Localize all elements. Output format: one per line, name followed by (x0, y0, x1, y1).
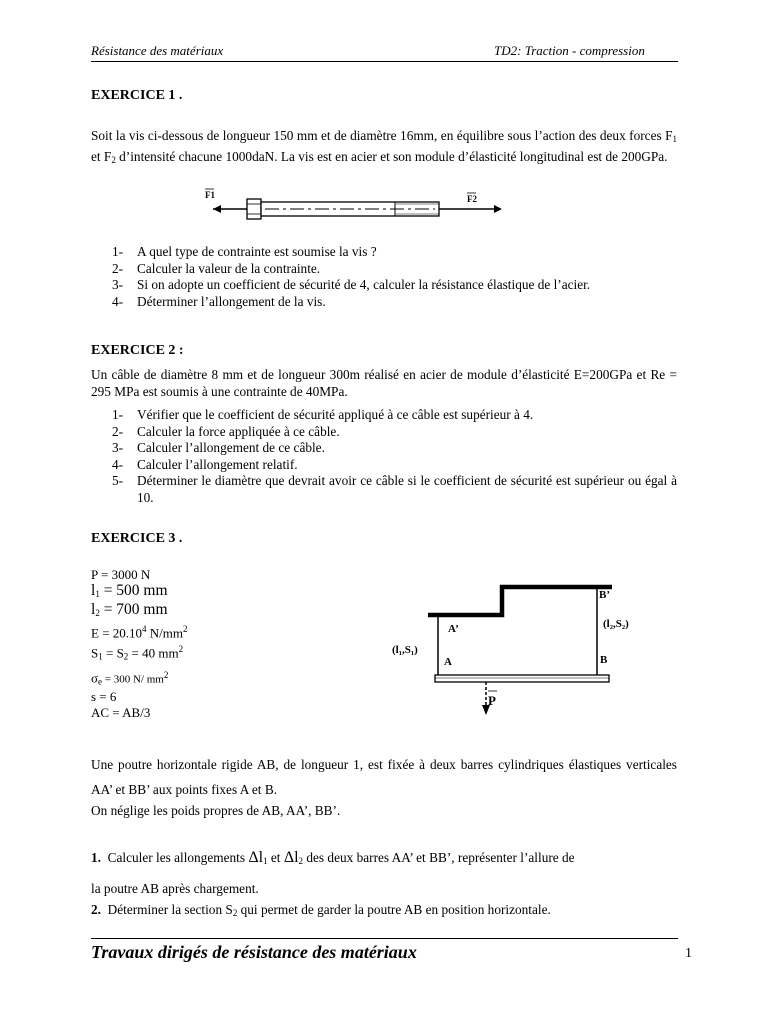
header-left: Résistance des matériaux (91, 43, 224, 58)
label-b: B (600, 654, 608, 666)
data-e: $E = 20.10^4$ $N/mm^2$ (91, 624, 188, 641)
ex3-statement: Une poutre horizontale rigide AB, de longueur 1, est fixée à deux barres cylindriques élastiques verticales AA’ et BB’ aux points fixes A et B. (91, 757, 677, 797)
fixed-support (428, 587, 612, 615)
label-a-prime: A’ (448, 623, 459, 635)
footer-title: Travaux dirigés de résistance des matériaux (91, 942, 417, 962)
label-a: A (444, 656, 452, 668)
ex3-data (91, 567, 188, 721)
list-item: 4- Calculer l’allongement relatif. (112, 456, 298, 472)
header-right: TD2: Traction - compression (494, 43, 645, 58)
ex2-title: EXERCICE 2 : (91, 343, 184, 358)
beam-figure (390, 575, 629, 720)
ex3-q1: 1. Calculer les allongements $\Delta l_1$ et $\Delta l_2$ des deux barres AA’ et BB’, représenter l’allure de la poutre AB après chargement. (91, 849, 575, 896)
label-f1: F1 (205, 190, 215, 200)
screw-head (247, 199, 261, 219)
footer-rule (91, 938, 678, 939)
data-p: P = 3000 N (91, 567, 151, 582)
data-safety: s = 6 (91, 689, 117, 705)
list-item: 4- Déterminer l’allongement de la vis. (112, 293, 326, 309)
ex3-note: On néglige les poids propres de AB, AA’, BB’. (91, 803, 341, 818)
data-l2: $l_2 = 700$ mm (91, 601, 168, 618)
list-item: 3- Calculer l’allongement de ce câble. (112, 440, 325, 456)
list-item: 1- A quel type de contrainte est soumise la vis ? (112, 244, 377, 259)
ex2-questions (112, 407, 677, 507)
beam-ab (435, 675, 609, 682)
label-f2: F2 (467, 194, 477, 204)
f2-arrowhead (494, 205, 502, 213)
data-sigma: $\sigma_e = 300$ N/ $mm^2$ (91, 669, 169, 687)
page-number: 1 (685, 946, 692, 961)
ex1-questions (112, 244, 590, 310)
label-p: P (488, 693, 496, 708)
ex3-q2: 2. Déterminer la section $S_2$ qui permet de garder la poutre AB en position horizontale. (91, 902, 551, 918)
label-l2s2: (l₂,S₂) (603, 618, 629, 630)
label-b-prime: B’ (599, 589, 610, 601)
list-item: 2- Calculer la valeur de la contrainte. (112, 260, 321, 276)
list-item: 5- Déterminer le diamètre que devrait avoir ce câble si le coefficient de sécurité est supérieur ou égal à 10. (112, 473, 677, 505)
ex3-title: EXERCICE 3 . (91, 531, 183, 546)
f1-arrowhead (213, 205, 221, 213)
data-s: $S_1 = S_2 = 40$ $mm^2$ (91, 644, 184, 662)
ex1-title: EXERCICE 1 . (91, 88, 183, 103)
label-l1s1: (l₁,S₁) (392, 644, 418, 656)
screw-figure (205, 185, 510, 225)
list-item: 3- Si on adopte un coefficient de sécurité de 4, calculer la résistance élastique de l’acier. (112, 277, 591, 293)
ex2-statement: Un câble de diamètre 8 mm et de longueur 300m réalisé en acier de module d’élasticité E=200GPa et Re = 295 MPa est soumis à une contrainte de 40MPa. (91, 367, 677, 399)
data-ac: AC = AB/3 (91, 705, 151, 721)
list-item: 1- Vérifier que le coefficient de sécurité appliqué à ce câble est supérieur à 4. (112, 407, 534, 422)
ex1-statement: Soit la vis ci-dessous de longueur 150 mm et de diamètre 16mm, en équilibre sous l’action des deux forces $F_1$ et $F_2$ d’intensité chacune 1000daN. La vis est en acier et son module d’élasticité longitudinal est de 200GPa. (91, 128, 677, 165)
header-rule (91, 61, 678, 62)
list-item: 2- Calculer la force appliquée à ce câble. (112, 423, 340, 439)
data-l1: $l_1 = 500$ mm (91, 582, 168, 599)
